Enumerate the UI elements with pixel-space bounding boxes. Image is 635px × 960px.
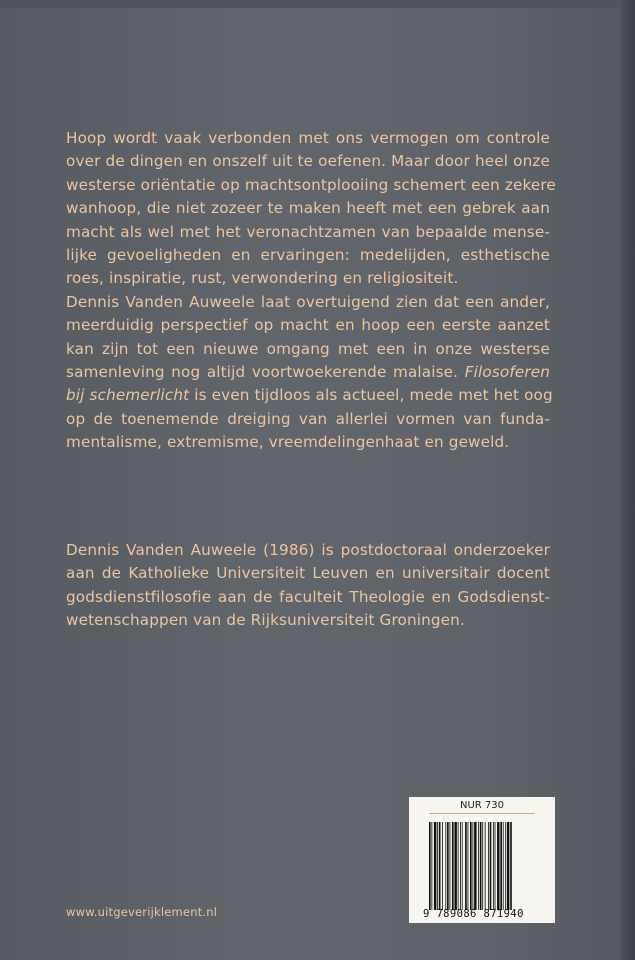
barcode-bar <box>505 822 506 910</box>
barcode-bar <box>503 822 504 910</box>
blurb-line: mentalisme, extremisme, vreemdelingenhaat en geweld. <box>66 433 510 452</box>
nur-code: NUR 730 <box>429 800 535 814</box>
blurb-line: roes, inspiratie, rust, verwondering en religiositeit. <box>66 269 459 288</box>
isbn-digits: 9 789086 871940 <box>423 908 524 920</box>
barcode-bar <box>447 822 449 910</box>
barcode-bar <box>510 822 512 910</box>
barcode-bar <box>500 822 502 910</box>
publisher-website: www.uitgeverijklement.nl <box>66 905 218 919</box>
barcode-bar <box>431 822 432 910</box>
blurb-line: meerduidig perspectief op macht en hoop een eerste aanzet <box>66 316 550 335</box>
blurb-line-with-title <box>66 384 553 407</box>
barcode-bar <box>478 822 479 910</box>
barcode-bar <box>482 822 483 910</box>
barcode-bar <box>495 822 496 910</box>
author-bio-line: aan de Katholieke Universiteit Leuven en universitair docent <box>66 564 550 583</box>
barcode-bar <box>439 822 441 910</box>
barcode-bar <box>434 822 436 910</box>
book-title-italic: bij schemerlicht <box>66 386 190 405</box>
barcode-bar <box>493 822 494 910</box>
blurb-line: over de dingen en onszelf uit te oefenen. Maar door heel onze <box>66 152 550 171</box>
blurb-paragraph <box>66 127 556 455</box>
blurb-line: lijke gevoeligheden en ervaringen: medelijden, esthetische <box>66 246 550 265</box>
barcode-bar <box>470 822 472 910</box>
cover-top-edge <box>0 0 635 8</box>
blurb-line-text: samenleving nog altijd voortwoekerende malaise. <box>66 363 459 382</box>
blurb-line: kan zijn tot een nieuwe omgang met een in onze westerse <box>66 339 550 358</box>
barcode-bar <box>465 822 467 910</box>
barcode-bar <box>507 822 509 910</box>
barcode-bar <box>462 822 463 910</box>
author-bio <box>66 539 550 633</box>
blurb-line: Hoop wordt vaak verbonden met ons vermogen om controle <box>66 129 550 147</box>
author-bio-line: godsdienstfilosofie aan de faculteit Theologie en Godsdienst- <box>66 587 550 606</box>
blurb-line-text: is even tijdloos als actueel, mede met het oog <box>189 386 553 405</box>
blurb-line: op de toenemende dreiging van allerlei vormen van funda- <box>66 409 550 428</box>
barcode-bar <box>474 822 476 910</box>
cover-spine-edge <box>621 0 635 960</box>
blurb-line: Dennis Vanden Auweele laat overtuigend zien dat een ander, <box>66 292 550 311</box>
barcode-bar <box>460 822 461 910</box>
barcode-bar <box>429 822 431 910</box>
barcode-bar <box>472 822 473 910</box>
barcode-bar <box>480 822 482 910</box>
author-bio-line: wetenschappen van de Rijksuniversiteit Groningen. <box>66 611 465 630</box>
book-title-italic: Filosoferen <box>464 363 550 382</box>
barcode-bar <box>442 822 443 910</box>
blurb-line: macht als wel met het veronachtzamen van bepaalde mense- <box>66 222 550 241</box>
blurb-line-with-title <box>66 361 550 384</box>
isbn-barcode <box>429 822 535 910</box>
barcode-bar <box>497 822 499 910</box>
barcode-bar <box>450 822 451 910</box>
barcode-bar <box>454 822 456 910</box>
barcode-bar <box>458 822 459 910</box>
barcode-bar <box>485 822 486 910</box>
barcode-bar <box>468 822 469 910</box>
barcode-bar <box>490 822 492 910</box>
blurb-line: wanhoop, die niet zozeer te maken heeft met een gebrek aan <box>66 199 550 218</box>
barcode-bar <box>437 822 438 910</box>
author-bio-line: Dennis Vanden Auweele (1986) is postdoctoraal onderzoeker <box>66 541 550 559</box>
blurb-line: westerse oriëntatie op machtsontplooiing schemert een zekere <box>66 175 556 194</box>
barcode-bar <box>452 822 454 910</box>
barcode-bar <box>488 822 489 910</box>
barcode-bar <box>445 822 446 910</box>
